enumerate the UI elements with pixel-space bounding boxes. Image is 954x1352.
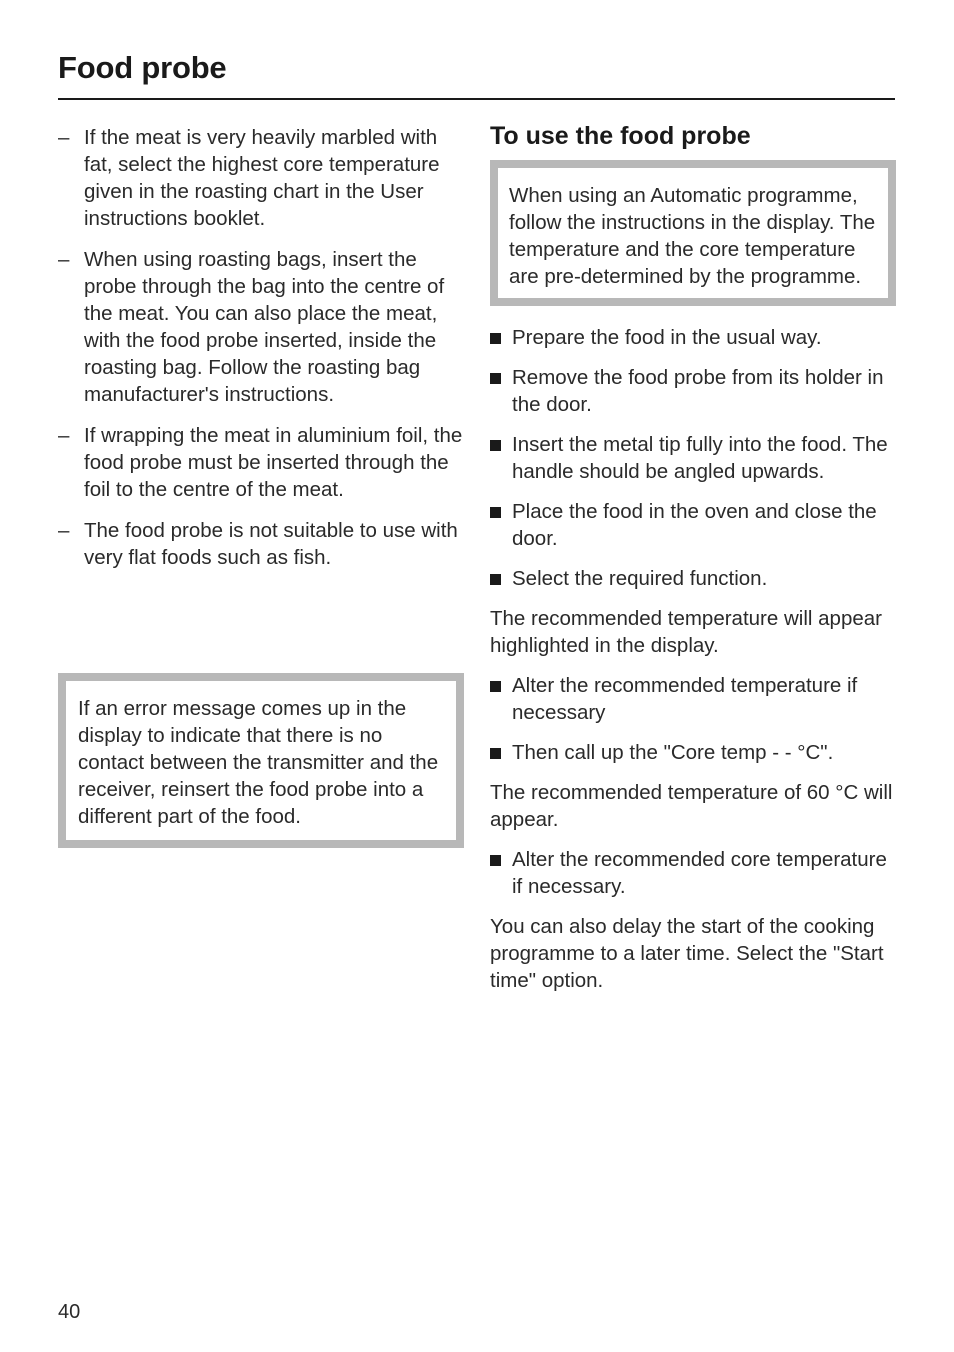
list-item-text: The food probe is not suitable to use with very flat foods such as fish. — [84, 519, 458, 569]
steps-list-2 — [490, 672, 896, 766]
step-item — [490, 672, 896, 726]
automatic-note-text: When using an Automatic programme, follow the instructions in the display. The temperature and the core temperature are pre-determined by the programme. — [509, 184, 876, 288]
list-item — [58, 422, 466, 503]
list-item-text: If wrapping the meat in aluminium foil, the food probe must be inserted through the foil to the centre of the meat. — [84, 424, 463, 501]
title-divider — [58, 98, 895, 100]
paragraph: The recommended temperature of 60 °C will appear. — [490, 781, 893, 831]
page-number: 40 — [58, 1301, 81, 1323]
list-item — [58, 517, 466, 571]
error-note-box — [58, 673, 464, 848]
step-text: Select the required function. — [512, 567, 768, 590]
section-heading: To use the food probe — [490, 122, 751, 150]
step-item — [490, 324, 896, 351]
list-item-text: When using roasting bags, insert the probe through the bag into the centre of the meat. You can also place the meat, with the food probe inserted, inside the roasting bag. Follow the roasting bag manufacturer's instructions. — [84, 248, 445, 406]
square-bullet-icon — [490, 681, 501, 692]
step-text: Place the food in the oven and close the door. — [512, 500, 877, 550]
step-item — [490, 431, 896, 485]
step-item — [490, 364, 896, 418]
right-column — [490, 120, 896, 1007]
precaution-list — [58, 124, 466, 571]
step-item — [490, 498, 896, 552]
list-item-text: If the meat is very heavily marbled with fat, select the highest core temperature given in the roasting chart in the User instructions booklet. — [84, 126, 440, 230]
square-bullet-icon — [490, 507, 501, 518]
dash-marker: – — [58, 248, 70, 271]
steps-list-3 — [490, 846, 896, 900]
square-bullet-icon — [490, 855, 501, 866]
error-note-text: If an error message comes up in the display to indicate that there is no contact between the transmitter and the receiver, reinsert the food probe into a different part of the food. — [78, 697, 439, 828]
paragraph: The recommended temperature will appear highlighted in the display. — [490, 607, 882, 657]
step-text: Then call up the "Core temp - - °C". — [512, 741, 834, 764]
automatic-note-box — [490, 160, 896, 306]
square-bullet-icon — [490, 440, 501, 451]
list-item — [58, 124, 466, 232]
step-text: Prepare the food in the usual way. — [512, 326, 822, 349]
paragraph: You can also delay the start of the cooking programme to a later time. Select the "Start time" option. — [490, 915, 884, 992]
steps-list-1 — [490, 324, 896, 592]
step-text: Insert the metal tip fully into the food. The handle should be angled upwards. — [512, 433, 888, 483]
dash-marker: – — [58, 126, 70, 149]
step-text: Alter the recommended core temperature if necessary. — [512, 848, 887, 898]
page-title: Food probe — [58, 50, 227, 85]
square-bullet-icon — [490, 574, 501, 585]
step-text: Remove the food probe from its holder in the door. — [512, 366, 884, 416]
square-bullet-icon — [490, 333, 501, 344]
step-item — [490, 565, 896, 592]
left-column — [58, 124, 466, 585]
square-bullet-icon — [490, 373, 501, 384]
dash-marker: – — [58, 519, 70, 542]
list-item — [58, 246, 466, 408]
step-item — [490, 846, 896, 900]
dash-marker: – — [58, 424, 70, 447]
step-text: Alter the recommended temperature if necessary — [512, 674, 858, 724]
square-bullet-icon — [490, 748, 501, 759]
step-item — [490, 739, 896, 766]
